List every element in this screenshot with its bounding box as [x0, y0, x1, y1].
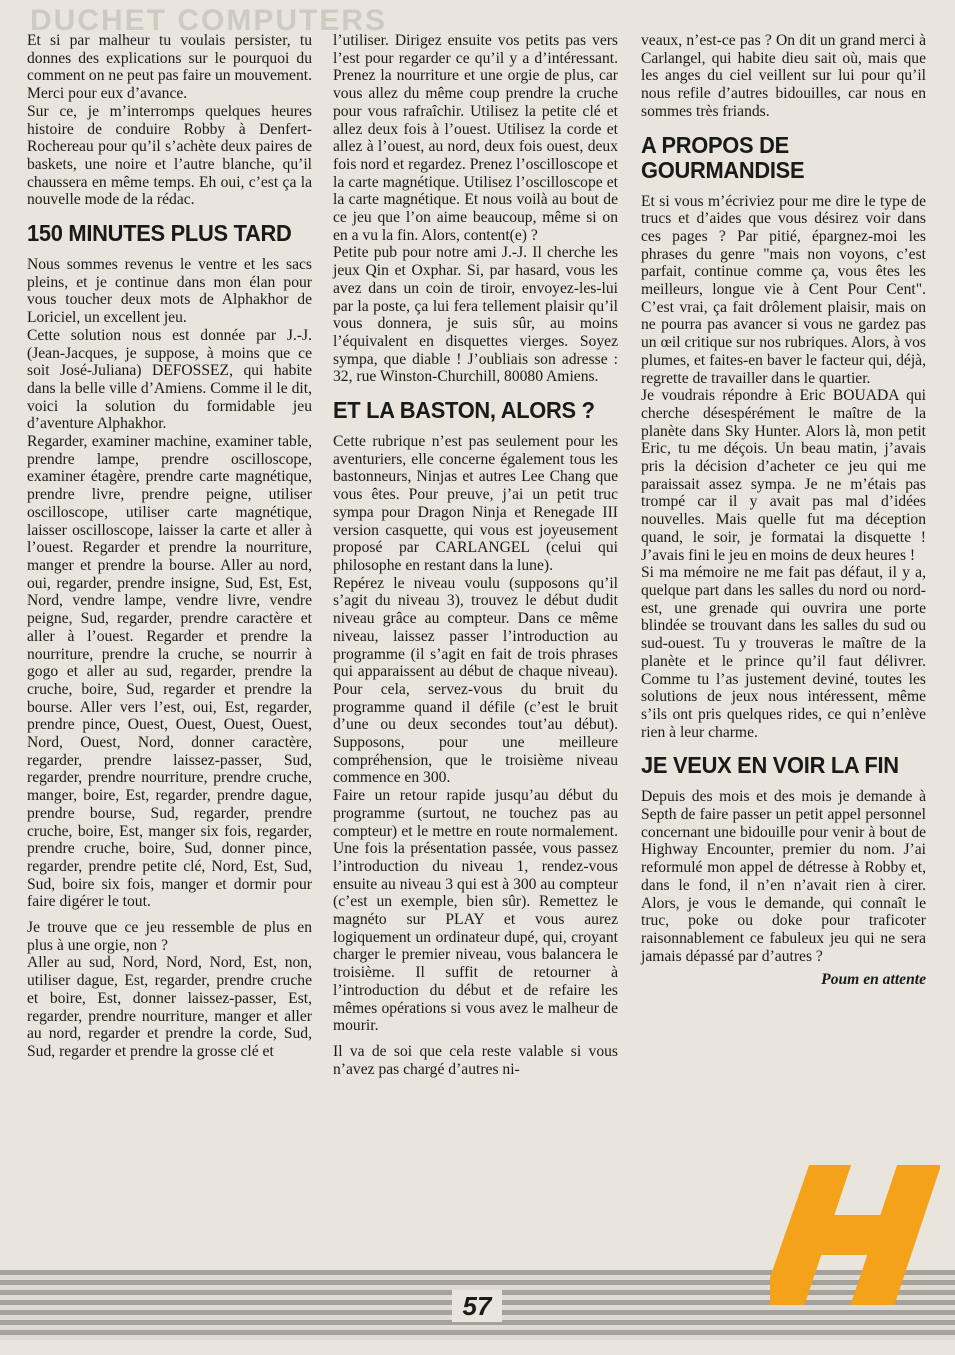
heading-gourmandise: A PROPOS DE GOURMANDISE [641, 131, 805, 183]
paragraph: Faire un retour rapide jusqu’au début du programme (surtout, ne touchez pas au compteur) et le mettre en route normalement. Une fois la présentation passée, vous passez l’introduction du niveau 1, rendez-vous ensuite au niveau 3 qui est à 300 au compteur (c’est un exemple, bien sûr). Remettez le magnéto sur PLAY et vous aurez logiquement un ordinateur dupé, qui, croyant charger le premier niveau, vous balancera le troisième. Il suffit de retourner à l’introduction du début et de refaire les mêmes opérations si vous avez le malheur de mourir. [333, 787, 618, 1035]
paragraph: Repérez le niveau voulu (supposons qu’il s’agit du niveau 3), trouvez le début dudit niveau grâce au compteur. Dans ce même niveau, laissez passer l’introduction au programme (il s’agit en fait de trois phrases qui apparaissent au début de chaque niveau). Pour cela, servez-vous du bruit du programme quand il défile (c’est le bruit d’une ou deux secondes tout’au début). Supposons, pour une meilleure compréhension, que le troisième niveau commence en 300. [333, 574, 618, 787]
column-3 [641, 32, 926, 989]
paragraph: Et si par malheur tu voulais persister, tu donnes des explications sur le pourquoi du comment on ne peut pas faire un mouvement. Merci pour eux d’avance. [27, 32, 312, 103]
header-ghost-text: DUCHET COMPUTERS [30, 4, 388, 34]
paragraph: Nous sommes revenus le ventre et les sacs pleins, et je continue dans mon élan pour vous toucher deux mots de Alphakhor de Loriciel, un excellent jeu. [27, 256, 312, 327]
paragraph: Cette solution nous est donnée par J.-J. (Jean-Jacques, je suppose, à moins que ce soit José-Juliana) DEFOSSEZ, qui habite dans la belle ville d’Amiens. Comme il le dit, voici la solution du formidable jeu d’aventure Alphakhor. [27, 326, 312, 433]
paragraph: Et si vous m’écriviez pour me dire le type de trucs et d’aides que vous désirez voir dans ces pages ? Par pitié, épargnez-moi les phrases du genre "mais non voyons, c’est parfait, continue comme ça, vous êtes les meilleurs, longue vie à Cent Pour Cent". C’est vrai, ça fait drôlement plaisir, mais on ne pourra pas avancer si vous ne gardez pas un œil critique sur nos rubriques. Alors, à vos plumes, et faites-en baver le facteur qui, déjà, regrette de travailler dans le quartier. [641, 192, 926, 387]
paragraph: Petite pub pour notre ami J.-J. Il cherche les jeux Qin et Oxphar. Si, par hasard, vous les avez dans un coin de tiroir, envoyez-les-lui par la poste, ça lui fera tellement plaisir qu’il vous donnera, je suis sûr, au moins l’équivalent en disquettes vierges. Soyez sympa, que diable ! J’oubliais son adresse : 32, rue Winston-Churchill, 80080 Amiens. [333, 244, 618, 386]
paragraph: Je trouve que ce jeu ressemble de plus en plus à une orgie, non ? [27, 919, 312, 954]
paragraph: l’utiliser. Dirigez ensuite vos petits pas vers l’est pour regarder ce qu’il y a d’intéressant. Prenez la nourriture et une orgie de plus, car vous allez du même coup prendre la cruche pour vous rafraîchir. Utilisez la petite clé et allez deux fois à l’ouest. Utilisez la corde et allez à l’ouest, au nord, deux fois ouest, deux fois nord et regardez. Prenez l’oscilloscope et la carte magnétique. Utilisez l’oscilloscope et la carte magnétique. Et nous voilà au bout de ce jeu que l’on aime beaucoup, même si on en a vu la fin. Alors, content(e) ? [333, 32, 618, 244]
h-logo-shape [770, 1165, 940, 1305]
paragraph: Si ma mémoire ne me fait pas défaut, il y a, quelque part dans les salles du nord ou nord-est, une grenade qui ouvrira une porte blindée se trouvant dans les salles du sud ou sud-ouest. Tu y trouveras le maître de la planète et le prince qu’il faut délivrer. Comme tu l’as justement deviné, toutes les solutions de jeux nous intéressent, même s’ils ont pris quelques rides, ce qui n’enlève rien à leur charme. [641, 564, 926, 741]
column-1 [27, 32, 312, 1061]
paragraph: Je voudrais répondre à Eric BOUADA qui cherche désespérément le maître de la planète dans Sky Hunter. Alors là, mon petit Eric, tu me déçois. Un beau matin, j’avais pris la décision d’acheter ce jeu qui me paraissait assez sympa. Je ne m’étais pas trompé car il y avait pas mal d’idées nouvelles. Mais quelle fut ma déception quand, le soir, je formatai la disquette ! J’avais fini le jeu en moins de deux heures ! [641, 387, 926, 564]
paragraph: Depuis des mois et des mois je demande à Septh de faire passer un petit appel personnel concernant une bidouille pour venir à bout de Highway Encounter, premier du nom. J’ai reformulé mon appel de détresse à Robby et, dans le fond, il n’en n’avait rien à cirer. Alors, je vous le demande, qui connaît le truc, poke ou doke pour traficoter raisonnablement ce fabuleux jeu qui ne sera jamais dépassé par d’autres ? [641, 788, 926, 965]
paragraph: Cette rubrique n’est pas seulement pour les aventuriers, elle concerne également tous les bastonneurs, Ninjas et autres Lee Chang que vous êtes. Pour preuve, j’ai un petit truc sympa pour Dragon Ninja et Renegade III version casquette, qui vous est joyeusement proposé par CARLANGEL (celui qui philosophe en restant dans la lune). [333, 433, 618, 574]
signature: Poum en attente [821, 971, 926, 989]
paragraph: Aller au sud, Nord, Nord, Nord, Est, non, utiliser dague, Est, regarder, prendre cruche et boire, Est, donner laissez-passer, Est, regarder, prendre nourriture, manger et aller au nord, regarder et prendre la corde, Sud, Sud, regarder et prendre la grosse clé et [27, 954, 312, 1060]
page-number: 57 [452, 1290, 502, 1322]
paragraph: Regarder, examiner machine, examiner table, prendre lampe, prendre oscilloscope, examiner étagère, prendre carte magnétique, prendre livre, prendre peigne, utiliser oscilloscope, utiliser carte magnétique, laisser oscilloscope, laisser la carte et aller à l’ouest. Regarder et prendre la nourriture, manger et prendre la bourse. Aller au nord, oui, regarder, prendre insigne, Sud, Est, Est, Nord, vendre lampe, vendre livre, vendre peigne, Sud, regarder, prendre caractère et aller à l’ouest. Regarder et prendre la nourriture, prendre la cruche, se nourrir à gogo et aller au sud, regarder, prendre la cruche, boire, Sud, regarder et prendre la bourse. Aller vers l’est, oui, Est, regarder, prendre pince, Ouest, Ouest, Ouest, Ouest, Nord, Ouest, Nord, donner caractère, regarder, prendre laissez-passer, Sud, regarder, prendre nourriture, prendre cruche, manger, boire, Est, regarder, prendre dague, prendre bourse, Sud, regarder, prendre cruche, boire, Est, manger six fois, regarder, prendre cruche, boire, Sud, donner pince, regarder, prendre petite clé, Nord, Est, Sud, Sud, boire six fois, manger et dormir pour faire digérer le tout. [27, 433, 312, 911]
paragraph: veaux, n’est-ce pas ? On dit un grand merci à Carlangel, qui habite dieu sait où, mais que les anges du ciel veillent sur lui pour qu’il nous refile d’autres bidouilles, car nous en sommes très friands. [641, 32, 926, 120]
heading-150-minutes: 150 MINUTES PLUS TARD [27, 220, 292, 247]
h-section-logo [770, 1160, 940, 1310]
paragraph: Sur ce, je m’interromps quelques heures histoire de conduire Robby à Denfert-Rochereau pour qu’il s’achète deux paires de baskets, une noire et l’autre blanche, qu’il chaussera en même temps. Eh oui, c’est ça la nouvelle mode de la rédac. [27, 102, 312, 209]
heading-voir-la-fin: JE VEUX EN VOIR LA FIN [641, 752, 899, 779]
paragraph: Il va de soi que cela reste valable si vous n’avez pas chargé d’autres ni- [333, 1042, 618, 1078]
heading-baston: ET LA BASTON, ALORS ? [333, 397, 595, 424]
column-2 [333, 32, 618, 1078]
